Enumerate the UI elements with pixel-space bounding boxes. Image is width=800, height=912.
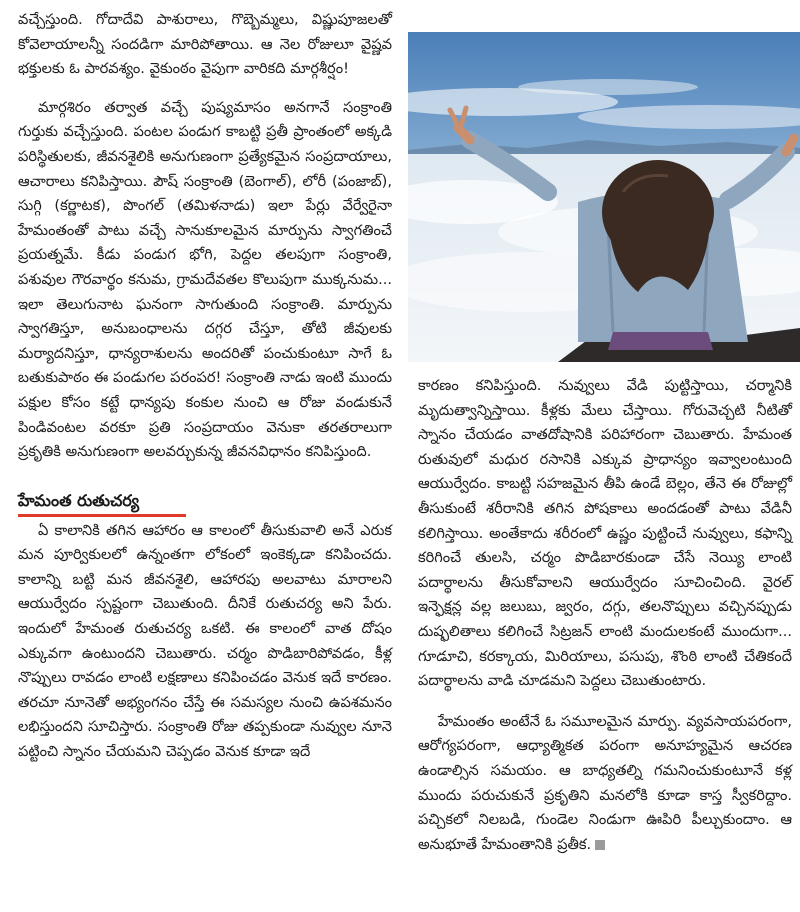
photo-woman-above-clouds-icon [408,32,800,362]
heading-underline [18,514,186,517]
section-heading: హేమంత రుతుచర్య [18,490,140,510]
paragraph-text: హేమంతం అంటేనే ఓ సమూలమైన మార్పు. వ్యవసాయపరంగా, ఆరోగ్యపరంగా, ఆధ్యాత్మికత పరంగా అనూహ్యమైన ఆచరణ ఉండాల్సిన సమయం. ఆ బాధ్యతల్ని గమనించుకుంటూనే కళ్ల ముందు పరుచుకునే ప్రకృతిని మనలోకి కూడా కాస్త స్వీకరిద్దాం. పచ్చికలో నిలబడి, గుండెల నిండుగా ఊపిరి పీల్చుకుందాం. ఆ అనుభూతే హేమంతానికి ప్రతీక. [418,712,792,853]
left-column [18,8,392,765]
section-heading-block [18,465,392,517]
right-column [418,374,792,857]
end-of-article-icon [595,840,605,850]
article-photo [408,32,800,362]
paragraph: ఏ కాలానికి తగిన ఆహారం ఆ కాలంలో తీసుకువాలి అనే ఎరుక మన పూర్వికులలో ఉన్నంతగా లోకంలో ఇంకెక్కడా కనిపించదు. కాలాన్ని బట్టి మన జీవనశైలి, ఆహారపు అలవాటు మారాలని ఆయుర్వేదం స్పష్టంగా చెబుతుంది. దీనికే రుతుచర్య అని పేరు. ఇందులో హేమంత రుతుచర్య ఒకటి. ఈ కాలంలో వాత దోషం ఎక్కువగా ఉంటుందని చెబుతారు. చర్మం పొడిబారిపోవడం, కీళ్ల నొప్పులు రావడం లాంటి లక్షణాలు కనిపించడం వెనుక ఇదే కారణం. తరచూ నూనెతో అభ్యంగనం చేస్తే ఈ సమస్యల నుంచి ఉపశమనం లభిస్తుందని సూచిస్తారు. సంక్రాంతి రోజు తప్పకుండా నువ్వుల నూనె పట్టించి స్నానం చేయమని చెప్పడం వెనుక కూడా ఇదే [18,521,392,761]
paragraph: మార్గశిరం తర్వాత వచ్చే పుష్యమాసం అనగానే సంక్రాంతి గుర్తుకు వచ్చేస్తుంది. పంటల పండుగ కాబట్టి ప్రతీ ప్రాంతంలో అక్కడి పరిస్థితులకు, జీవనశైలికి అనుగుణంగా ప్రత్యేకమైన సంప్రదాయాలు, ఆచారాలు కనిపిస్తాయి. పౌష్ సంక్రాంతి (బెంగాల్), లోరీ (పంజాబ్), సుగ్గి (కర్ణాటక), పొంగల్ (తమిళనాడు) ఇలా పేర్లు వేర్వేరైనా హేమంతంతో పాటు వచ్చే సానుకూలమైన మార్పును స్వాగతించే ప్రయత్నమే. కీడు పండుగ భోగి, పెద్దల తలపుగా సంక్రాంతి, పశువుల గౌరవార్థం కనుమ, గ్రామదేవతల కొలుపుగా ముక్కనుమ... ఇలా తెలుగునాట ఘనంగా సాగుతుంది సంక్రాంతి. మార్పును స్వాగతిస్తూ, అనుబంధాలను దగ్గర చేస్తూ, తోటి జీవులకు మర్యాదనిస్తూ, ధాన్యరాశులను అందరితో పంచుకుంటూ సాగే ఓ బతుకుపాఠం ఈ పండుగల పరంపర! సంక్రాంతి నాడు ఇంటి ముందు పక్షుల కోసం కట్టే ధాన్యపు కంకుల నుంచి ఆ రోజు వండుకునే పిండివంటల వరకూ ప్రతి సంప్రదాయం వెనుకా తరతరాలుగా ప్రకృతికి అనుగుణంగా అలవర్చుకున్న జీవనవిధానం కనిపిస్తుంది. [18,98,392,461]
paragraph: కారణం కనిపిస్తుంది. నువ్వులు వేడి పుట్టిస్తాయి, చర్మానికి మృదుత్వాన్నిస్తాయి. కీళ్లకు మేలు చేస్తాయి. గోరువెచ్చటి నీటితో స్నానం చేయడం వాతదోషానికి పరిహారంగా చెబుతారు. హేమంత రుతువులో మధుర రసానికి ఎక్కువ ప్రాధాన్యం ఇవ్వాలంటుంది ఆయుర్వేదం. కాబట్టి సహజమైన తీపి ఉండే బెల్లం, తేనె ఈ రోజుల్లో తీసుకుంటే శరీరానికి తగిన పోషకాలు అందడంతో పాటు వేడినీ కలిగిస్తాయి. అంతేకాదు శరీరంలో ఉష్ణం పుట్టించే నువ్వులు, కఫాన్ని కరిగించే తులసి, చర్మం పొడిబారకుండా చేసే నెయ్యి లాంటి పదార్థాలను తీసుకోవాలని ఆయుర్వేదం సూచించింది. వైరల్ ఇన్ఫెక్షన్ల వల్ల జలుబు, జ్వరం, దగ్గు, తలనొప్పులు వచ్చినప్పుడు దుష్ఫలితాలు కలిగించే సిట్రజన్ లాంటి మందులకంటే ముందుగా... గూడూచి, కరక్కాయ, మిరియాలు, పసుపు, శొంఠి లాంటి చేతికందే పదార్థాలను వాడి చూడమని పెద్దలు చెబుతుంటారు. [418,377,792,690]
paragraph [418,710,792,858]
paragraph: వచ్చేస్తుంది. గోదాదేవి పాశురాలు, గొబ్బెమ్మలు, విష్ణుపూజలతో కోవెలాయాలన్నీ సందడిగా మారిపోతాయి. ఆ నెల రోజులూ వైష్ణవ భక్తులకు ఓ పారవశ్యం. వైకుంఠం వైపుగా వారికది మార్గశీర్షం! [18,11,392,78]
